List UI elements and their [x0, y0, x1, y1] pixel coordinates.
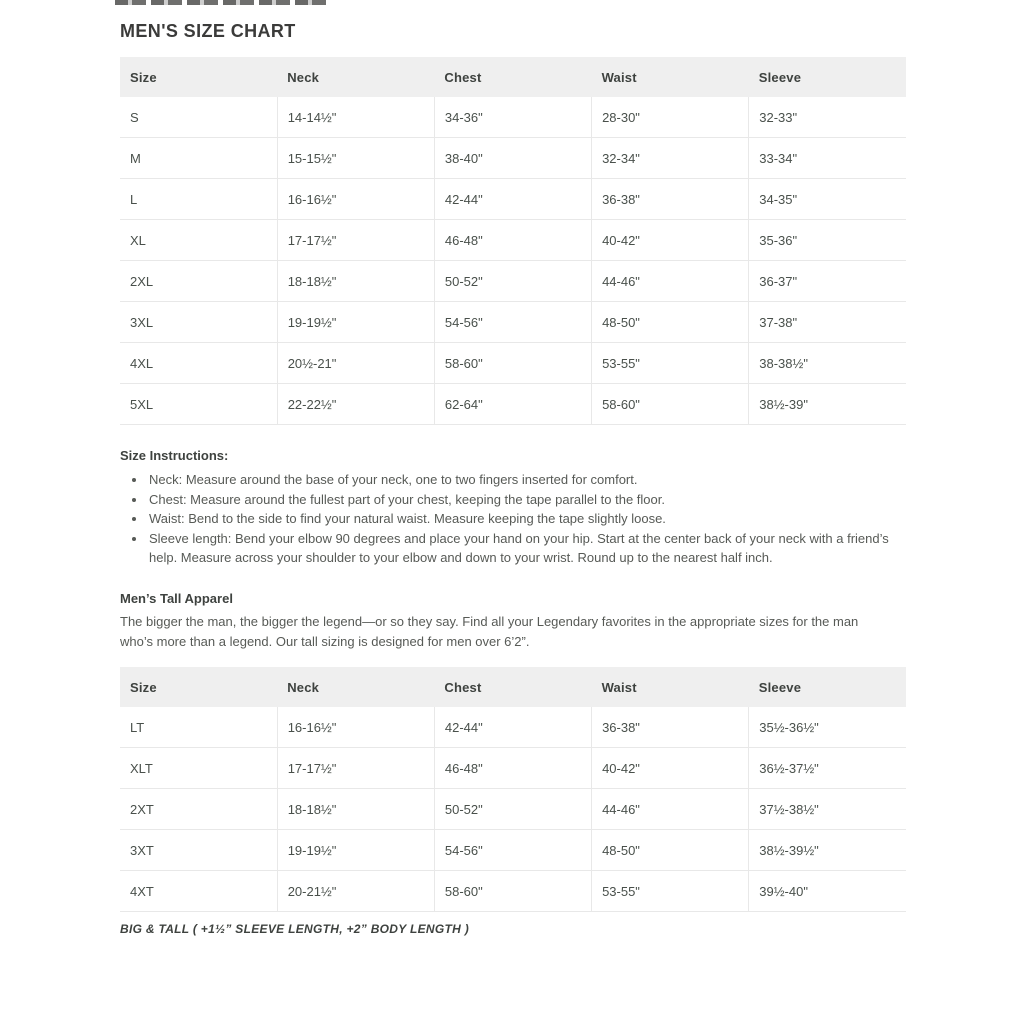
- table-row: [120, 302, 906, 343]
- measurement-cell: 38-40": [434, 138, 591, 179]
- measurement-cell: 40-42": [592, 220, 749, 261]
- measurement-cell: 19-19½": [277, 302, 434, 343]
- table-row: [120, 138, 906, 179]
- column-header: Neck: [277, 667, 434, 707]
- measurement-cell: 44-46": [592, 261, 749, 302]
- measurement-cell: 18-18½": [277, 261, 434, 302]
- column-header: Chest: [434, 57, 591, 97]
- instruction-item: • Chest: Measure around the fullest part of your chest, keeping the tape parallel to the floor.: [147, 490, 906, 510]
- measurement-cell: 36-38": [592, 179, 749, 220]
- table-row: [120, 97, 906, 138]
- table-row: [120, 179, 906, 220]
- measurement-cell: 20-21½": [277, 871, 434, 912]
- measurement-cell: 37½-38½": [749, 789, 906, 830]
- instruction-item: • Sleeve length: Bend your elbow 90 degrees and place your hand on your hip. Start at the center back of your neck with a friend’s help. Measure across your shoulder to your elbow and down to your wrist. Round up to the nearest half inch.: [147, 529, 906, 568]
- measurement-cell: 39½-40": [749, 871, 906, 912]
- big-and-tall-note: BIG & TALL ( +1½” SLEEVE LENGTH, +2” BODY LENGTH ): [120, 922, 470, 936]
- size-cell: XLT: [120, 748, 277, 789]
- measurement-cell: 50-52": [434, 789, 591, 830]
- measurement-cell: 32-33": [749, 97, 906, 138]
- measurement-cell: 58-60": [592, 384, 749, 425]
- measurement-cell: 20½-21": [277, 343, 434, 384]
- size-cell: LT: [120, 707, 277, 748]
- measurement-cell: 34-35": [749, 179, 906, 220]
- measurement-cell: 36½-37½": [749, 748, 906, 789]
- measurement-cell: 38½-39½": [749, 830, 906, 871]
- table-row: [120, 789, 906, 830]
- measurement-cell: 46-48": [434, 220, 591, 261]
- size-cell: 2XT: [120, 789, 277, 830]
- table-row: [120, 830, 906, 871]
- column-header: Size: [120, 57, 277, 97]
- measurement-cell: 53-55": [592, 871, 749, 912]
- measurement-cell: 17-17½": [277, 748, 434, 789]
- mens-size-chart-header: [120, 57, 906, 97]
- size-cell: 3XL: [120, 302, 277, 343]
- measurement-cell: 35-36": [749, 220, 906, 261]
- column-header: Chest: [434, 667, 591, 707]
- measurement-cell: 42-44": [434, 707, 591, 748]
- column-header: Waist: [592, 57, 749, 97]
- mens-tall-chart-header: [120, 667, 906, 707]
- measurement-cell: 19-19½": [277, 830, 434, 871]
- size-instructions-section: [120, 448, 906, 568]
- size-cell: 3XT: [120, 830, 277, 871]
- measurement-cell: 54-56": [434, 830, 591, 871]
- tall-apparel-section: [120, 589, 906, 652]
- table-row: [120, 748, 906, 789]
- size-cell: 5XL: [120, 384, 277, 425]
- measurement-cell: 18-18½": [277, 789, 434, 830]
- measurement-cell: 42-44": [434, 179, 591, 220]
- mens-size-chart-body: [120, 97, 906, 425]
- table-row: [120, 220, 906, 261]
- instruction-item: • Neck: Measure around the base of your neck, one to two fingers inserted for comfort.: [147, 470, 906, 490]
- measurement-cell: 48-50": [592, 302, 749, 343]
- size-cell: L: [120, 179, 277, 220]
- column-header: Size: [120, 667, 277, 707]
- measurement-cell: 58-60": [434, 343, 591, 384]
- mens-size-chart-table: [120, 57, 906, 425]
- column-header: Waist: [592, 667, 749, 707]
- size-instructions-heading: Size Instructions:: [120, 448, 229, 463]
- measurement-cell: 16-16½": [277, 707, 434, 748]
- column-header: Neck: [277, 57, 434, 97]
- measurement-cell: 36-38": [592, 707, 749, 748]
- table-row: [120, 871, 906, 912]
- tall-apparel-heading: Men’s Tall Apparel: [120, 590, 233, 606]
- page-title: MEN'S SIZE CHART: [120, 21, 296, 41]
- measurement-cell: 44-46": [592, 789, 749, 830]
- header-row: [120, 667, 906, 707]
- size-cell: M: [120, 138, 277, 179]
- measurement-cell: 32-34": [592, 138, 749, 179]
- measurement-cell: 15-15½": [277, 138, 434, 179]
- measurement-cell: 58-60": [434, 871, 591, 912]
- measurement-cell: 17-17½": [277, 220, 434, 261]
- measurement-cell: 38½-39": [749, 384, 906, 425]
- measurement-cell: 28-30": [592, 97, 749, 138]
- size-cell: 4XT: [120, 871, 277, 912]
- measurement-cell: 62-64": [434, 384, 591, 425]
- column-header: Sleeve: [749, 667, 906, 707]
- measurement-cell: 40-42": [592, 748, 749, 789]
- measurement-cell: 22-22½": [277, 384, 434, 425]
- measurement-cell: 48-50": [592, 830, 749, 871]
- measurement-cell: 50-52": [434, 261, 591, 302]
- measurement-cell: 54-56": [434, 302, 591, 343]
- column-header: Sleeve: [749, 57, 906, 97]
- table-row: [120, 343, 906, 384]
- tall-apparel-paragraph: The bigger the man, the bigger the legend—or so they say. Find all your Legendary favorites in the appropriate sizes for the man who’s more than a legend. Our tall sizing is designed for men over 6’2”.: [120, 614, 859, 649]
- mens-tall-chart-body: [120, 707, 906, 912]
- table-row: [120, 707, 906, 748]
- size-instructions-list: [120, 470, 906, 568]
- measurement-cell: 35½-36½": [749, 707, 906, 748]
- measurement-cell: 37-38": [749, 302, 906, 343]
- header-row: [120, 57, 906, 97]
- measurement-cell: 46-48": [434, 748, 591, 789]
- size-chart-page: [120, 0, 906, 936]
- table-row: [120, 261, 906, 302]
- measurement-cell: 53-55": [592, 343, 749, 384]
- measurement-cell: 36-37": [749, 261, 906, 302]
- size-cell: 2XL: [120, 261, 277, 302]
- measurement-cell: 33-34": [749, 138, 906, 179]
- instruction-item: • Waist: Bend to the side to find your natural waist. Measure keeping the tape slightly loose.: [147, 509, 906, 529]
- measurement-cell: 34-36": [434, 97, 591, 138]
- measurement-cell: 16-16½": [277, 179, 434, 220]
- mens-tall-chart-table: [120, 667, 906, 912]
- measurement-cell: 38-38½": [749, 343, 906, 384]
- measurement-cell: 14-14½": [277, 97, 434, 138]
- table-row: [120, 384, 906, 425]
- size-cell: S: [120, 97, 277, 138]
- size-cell: 4XL: [120, 343, 277, 384]
- size-cell: XL: [120, 220, 277, 261]
